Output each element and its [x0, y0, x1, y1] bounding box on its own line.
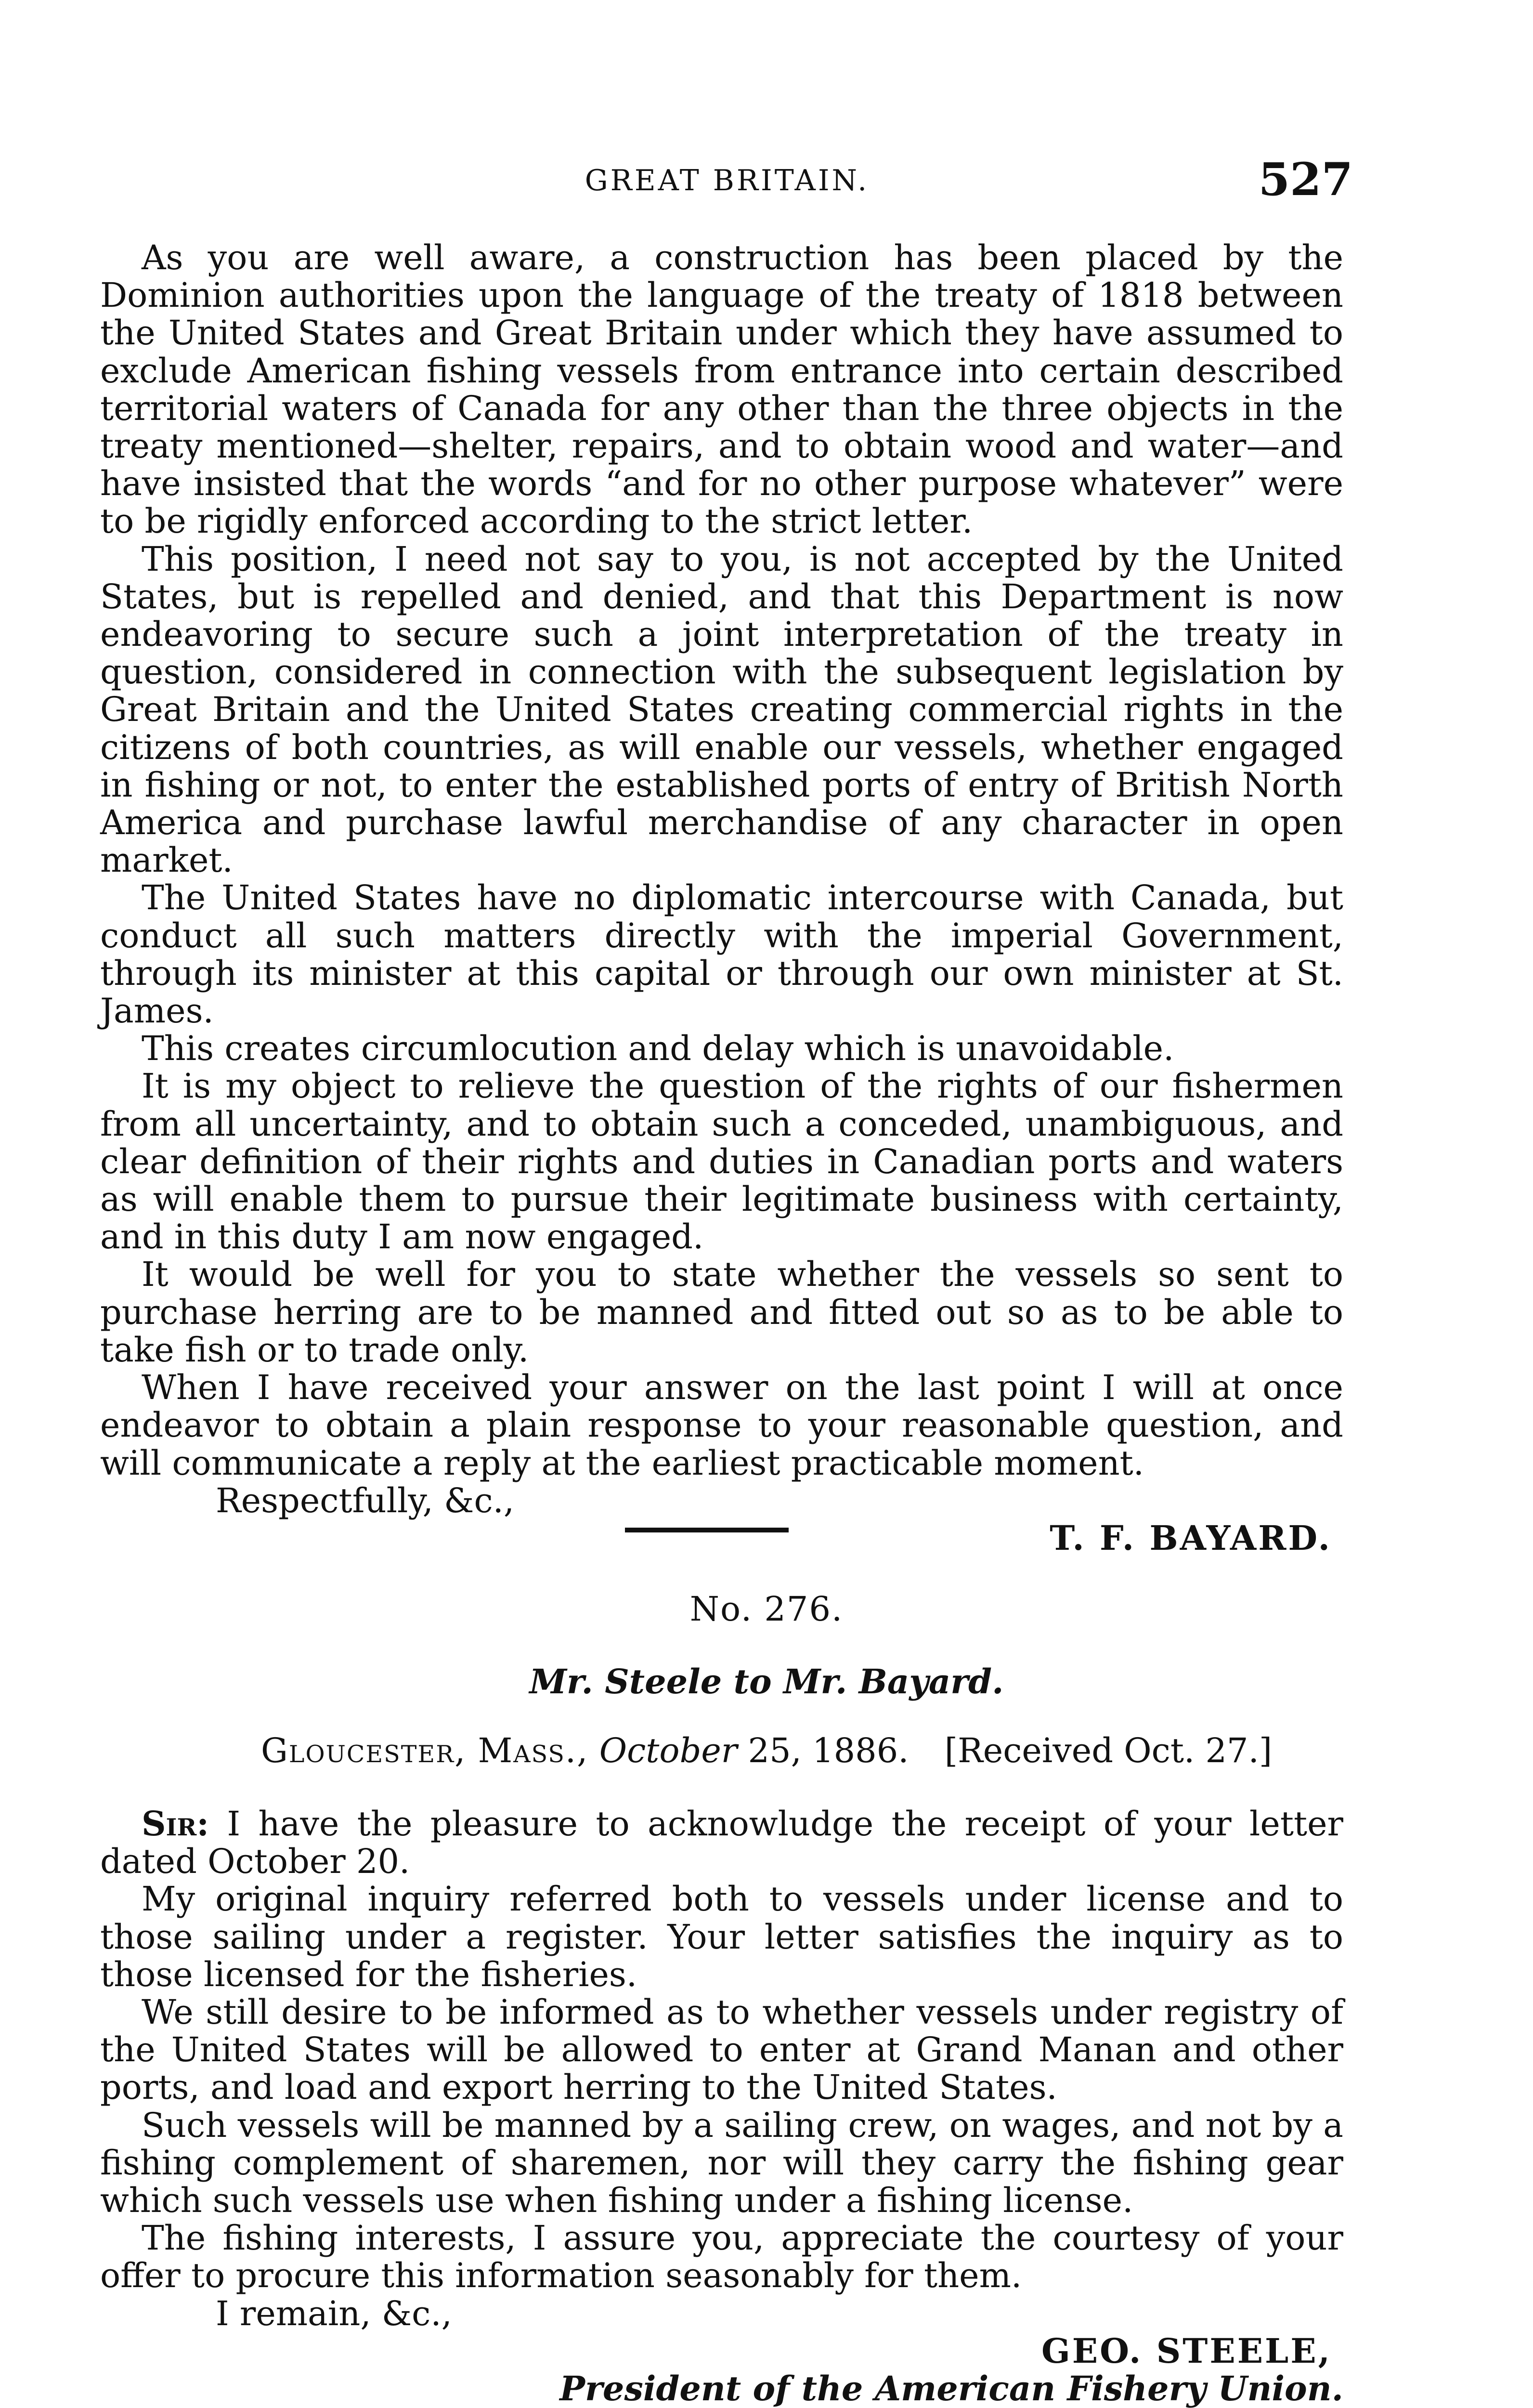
page-number: 527 [1258, 153, 1353, 206]
first-paragraph-text: I have the pleasure to acknowludge the receipt of your letter dated October 20. [100, 1804, 1343, 1882]
received-note: [Received Oct. 27.] [944, 1731, 1273, 1770]
signature-title-row [100, 2370, 1343, 2408]
paragraph: As you are well aware, a construction has been placed by the Dominion authorities upon the language of the treaty of 1818 between the United States and Great Britain under which they have assumed to exclude American fishing vessels from entrance into certain described territorial waters of Canada for any other than the three objects in the treaty mentioned—shelter, repairs, and to obtain wood and water—and have insisted that the words “and for no other purpose whatever” were to be rigidly enforced according to the strict letter. [100, 238, 1343, 541]
salutation: Sir: [142, 1804, 209, 1844]
signature: GEO. STEELE, [1041, 2330, 1332, 2371]
paragraph: My original inquiry referred both to vessels under license and to those sailing under a register. Your letter satisfies the inquiry as to those licensed for the fisheries. [100, 1879, 1343, 1994]
paragraph: The United States have no diplomatic intercourse with Canada, but conduct all such matters directly with the imperial Government, through its minister at this capital or through our own minister at St. James. [100, 878, 1343, 1031]
paragraph: When I have received your answer on the last point I will at once endeavor to obtain a plain response to your reasonable question, and will communicate a reply at the earliest practicable moment. [100, 1368, 1343, 1483]
dateline-place: Gloucester, Mass., [261, 1731, 589, 1770]
dateline-day-year: 25, 1886. [748, 1731, 909, 1770]
paragraph: This creates circumlocution and delay which is unavoidable. [142, 1029, 1174, 1069]
paragraph: This position, I need not say to you, is not accepted by the United States, but is repelled and denied, and that this Department is now endeavoring to secure such a joint interpretation of the treaty in question, considered in connection with the subsequent legislation by Great Britain and the United States creating commercial rights in the citizens of both countries, as will enable our vessels, whether engaged in fishing or not, to enter the established ports of entry of British North America and purchase lawful merchandise of any character in open market. [100, 539, 1343, 880]
paragraph [100, 1805, 1343, 1880]
document-number: No. 276. [689, 1589, 844, 1629]
running-title: GREAT BRITAIN. [585, 164, 870, 197]
steele-letter-body [100, 1805, 1343, 2408]
paragraph: It would be well for you to state whether the vessels so sent to purchase herring are to be manned and fitted out so as to be able to take fish or to trade only. [100, 1255, 1343, 1370]
paragraph: It is my object to relieve the question of the rights of our fishermen from all uncertainty, and to obtain such a conceded, unambiguous, and clear definition of their rights and duties in Canadian ports and waters as will enable them to pursue their legitimate business with certainty, and in this duty I am now engaged. [100, 1066, 1343, 1257]
paragraph: Such vessels will be manned by a sailing crew, on wages, and not by a fishing complement of sharemen, nor will they carry the fishing gear which such vessels use when fishing under a fishing license. [100, 2105, 1343, 2221]
section-divider [625, 1528, 789, 1532]
closing-row [100, 2295, 1343, 2332]
closing: Respectfully, &c., [216, 1480, 515, 1520]
closing: I remain, &c., [216, 2293, 452, 2333]
signature: T. F. BAYARD. [1050, 1518, 1332, 1558]
dateline [261, 1731, 1272, 1770]
dateline-month: October [599, 1731, 738, 1770]
paragraph: We still desire to be informed as to whether vessels under registry of the United States will be allowed to enter at Grand Manan and other ports, and load and export herring to the United States. [100, 1992, 1343, 2107]
running-head [101, 153, 1353, 206]
signature-row [100, 2332, 1343, 2370]
signature-title: President of the American Fishery Union. [559, 2369, 1343, 2408]
dateline-date [599, 1731, 909, 1770]
closing-row [100, 1482, 1343, 1519]
bayard-letter-body [100, 239, 1343, 1557]
document-heading: Mr. Steele to Mr. Bayard. [529, 1662, 1004, 1701]
paragraph: The fishing interests, I assure you, appreciate the courtesy of your offer to procure this information seasonably for them. [100, 2218, 1343, 2296]
signature-row [100, 1519, 1343, 1557]
